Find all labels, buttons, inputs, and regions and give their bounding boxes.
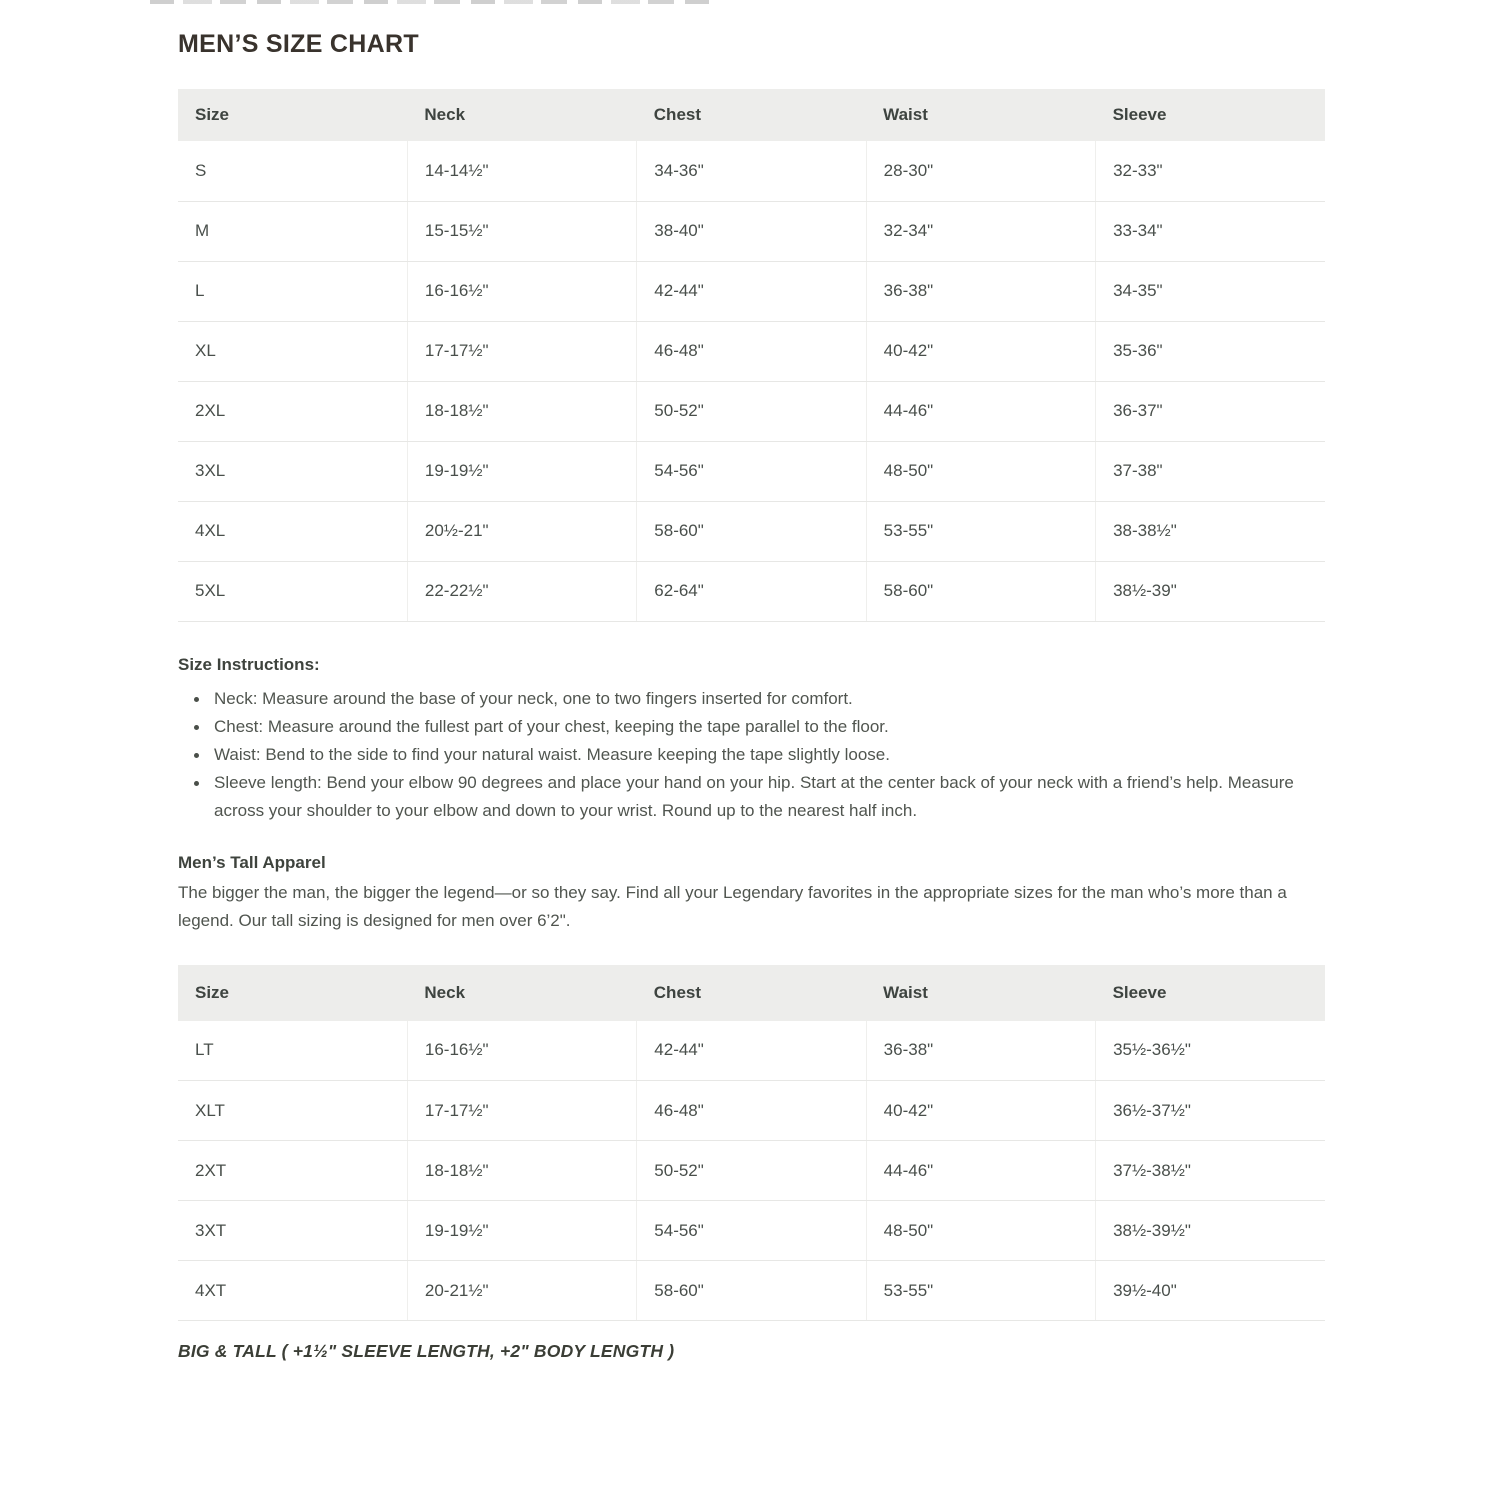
size-cell: 2XL	[178, 381, 407, 441]
header-cell-waist: Waist	[866, 965, 1095, 1021]
waist-cell: 53-55"	[866, 1261, 1095, 1321]
size-cell: XL	[178, 321, 407, 381]
table-row	[178, 261, 1325, 321]
neck-cell: 15-15½"	[407, 201, 636, 261]
size-cell: 2XT	[178, 1141, 407, 1201]
neck-cell: 16-16½"	[407, 261, 636, 321]
size-cell: M	[178, 201, 407, 261]
mens-tall-size-chart-table	[178, 965, 1325, 1322]
chest-cell: 54-56"	[637, 441, 866, 501]
size-instructions-list	[178, 685, 1303, 825]
waist-cell: 32-34"	[866, 201, 1095, 261]
table-row	[178, 1141, 1325, 1201]
chest-cell: 58-60"	[637, 1261, 866, 1321]
header-cell-chest: Chest	[637, 89, 866, 141]
table-row	[178, 1081, 1325, 1141]
sleeve-cell: 38½-39½"	[1096, 1201, 1325, 1261]
header-cell-neck: Neck	[407, 965, 636, 1021]
sleeve-cell: 35½-36½"	[1096, 1021, 1325, 1081]
sleeve-cell: 32-33"	[1096, 141, 1325, 201]
neck-cell: 22-22½"	[407, 561, 636, 621]
chest-cell: 42-44"	[637, 1021, 866, 1081]
header-cell-neck: Neck	[407, 89, 636, 141]
table-row	[178, 561, 1325, 621]
table-row	[178, 1021, 1325, 1081]
header-cell-size: Size	[178, 965, 407, 1021]
table-header-row	[178, 965, 1325, 1021]
sleeve-cell: 38-38½"	[1096, 501, 1325, 561]
neck-cell: 14-14½"	[407, 141, 636, 201]
instruction-item-sleeve: Sleeve length: Bend your elbow 90 degrees and place your hand on your hip. Start at the center back of your neck with a friend’s help. Measure across your shoulder to your elbow and down to your wrist. Round up to the nearest half inch.	[178, 769, 1303, 825]
neck-cell: 17-17½"	[407, 321, 636, 381]
chest-cell: 50-52"	[637, 1141, 866, 1201]
chest-cell: 46-48"	[637, 321, 866, 381]
size-cell: S	[178, 141, 407, 201]
table-row	[178, 201, 1325, 261]
chest-cell: 46-48"	[637, 1081, 866, 1141]
big-tall-note: BIG & TALL ( +1½" SLEEVE LENGTH, +2" BODY LENGTH )	[178, 1341, 675, 1361]
waist-cell: 44-46"	[866, 381, 1095, 441]
chest-cell: 42-44"	[637, 261, 866, 321]
chest-cell: 34-36"	[637, 141, 866, 201]
neck-cell: 18-18½"	[407, 381, 636, 441]
waist-cell: 58-60"	[866, 561, 1095, 621]
neck-cell: 17-17½"	[407, 1081, 636, 1141]
waist-cell: 40-42"	[866, 1081, 1095, 1141]
instruction-item-chest: Chest: Measure around the fullest part of your chest, keeping the tape parallel to the floor.	[178, 713, 1303, 741]
size-cell: 5XL	[178, 561, 407, 621]
neck-cell: 19-19½"	[407, 441, 636, 501]
chest-cell: 50-52"	[637, 381, 866, 441]
size-cell: LT	[178, 1021, 407, 1081]
waist-cell: 36-38"	[866, 1021, 1095, 1081]
table-row	[178, 381, 1325, 441]
table-row	[178, 1201, 1325, 1261]
table-row	[178, 441, 1325, 501]
chest-cell: 58-60"	[637, 501, 866, 561]
header-cell-size: Size	[178, 89, 407, 141]
waist-cell: 40-42"	[866, 321, 1095, 381]
size-chart-page	[178, 0, 1325, 1362]
table-row	[178, 321, 1325, 381]
table-row	[178, 141, 1325, 201]
size-instructions-heading: Size Instructions:	[178, 654, 320, 674]
size-cell: 4XL	[178, 501, 407, 561]
instruction-item-waist: Waist: Bend to the side to find your natural waist. Measure keeping the tape slightly loose.	[178, 741, 1303, 769]
tall-apparel-heading: Men’s Tall Apparel	[178, 852, 326, 872]
sleeve-cell: 37-38"	[1096, 441, 1325, 501]
sleeve-cell: 35-36"	[1096, 321, 1325, 381]
chest-cell: 54-56"	[637, 1201, 866, 1261]
table-header-row	[178, 89, 1325, 141]
chest-cell: 62-64"	[637, 561, 866, 621]
neck-cell: 20½-21"	[407, 501, 636, 561]
waist-cell: 48-50"	[866, 441, 1095, 501]
chest-cell: 38-40"	[637, 201, 866, 261]
sleeve-cell: 38½-39"	[1096, 561, 1325, 621]
waist-cell: 44-46"	[866, 1141, 1095, 1201]
sleeve-cell: 34-35"	[1096, 261, 1325, 321]
waist-cell: 48-50"	[866, 1201, 1095, 1261]
sleeve-cell: 33-34"	[1096, 201, 1325, 261]
header-cell-waist: Waist	[866, 89, 1095, 141]
mens-size-chart-table	[178, 89, 1325, 622]
waist-cell: 36-38"	[866, 261, 1095, 321]
instruction-item-neck: Neck: Measure around the base of your neck, one to two fingers inserted for comfort.	[178, 685, 1303, 713]
header-cell-chest: Chest	[637, 965, 866, 1021]
neck-cell: 16-16½"	[407, 1021, 636, 1081]
size-cell: XLT	[178, 1081, 407, 1141]
tall-apparel-paragraph: The bigger the man, the bigger the legend—or so they say. Find all your Legendary favorites in the appropriate sizes for the man who’s more than a legend. Our tall sizing is designed for men over 6’2".	[178, 882, 1287, 930]
size-cell: 4XT	[178, 1261, 407, 1321]
page-title: MEN’S SIZE CHART	[178, 30, 419, 58]
sleeve-cell: 37½-38½"	[1096, 1141, 1325, 1201]
size-cell: 3XT	[178, 1201, 407, 1261]
table-row	[178, 501, 1325, 561]
size-cell: L	[178, 261, 407, 321]
size-cell: 3XL	[178, 441, 407, 501]
neck-cell: 20-21½"	[407, 1261, 636, 1321]
header-cell-sleeve: Sleeve	[1096, 89, 1325, 141]
sleeve-cell: 39½-40"	[1096, 1261, 1325, 1321]
neck-cell: 18-18½"	[407, 1141, 636, 1201]
waist-cell: 53-55"	[866, 501, 1095, 561]
sleeve-cell: 36½-37½"	[1096, 1081, 1325, 1141]
sleeve-cell: 36-37"	[1096, 381, 1325, 441]
waist-cell: 28-30"	[866, 141, 1095, 201]
header-cell-sleeve: Sleeve	[1096, 965, 1325, 1021]
neck-cell: 19-19½"	[407, 1201, 636, 1261]
table-row	[178, 1261, 1325, 1321]
